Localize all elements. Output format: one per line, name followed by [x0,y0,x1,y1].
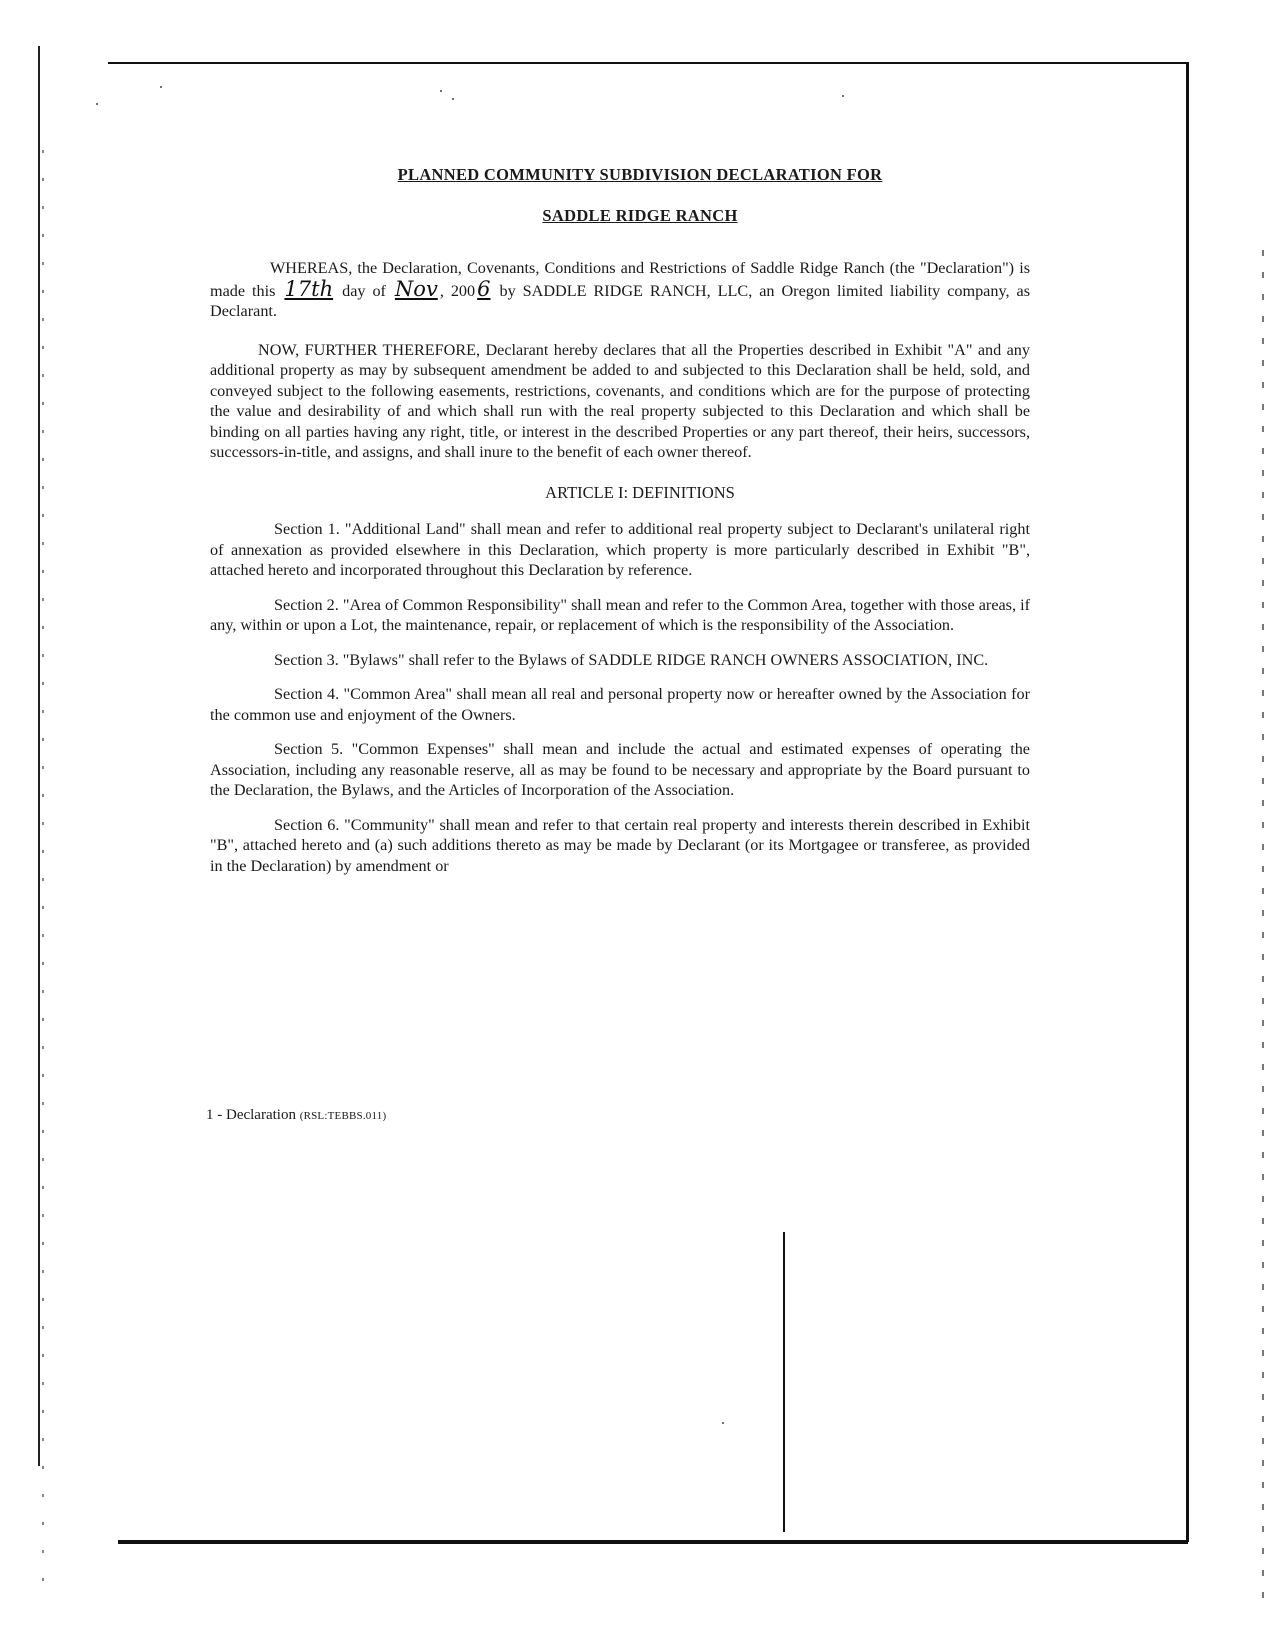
page-footer [206,1107,386,1124]
handwritten-year-digit: 6 [477,276,491,301]
definitions-list [210,519,1030,876]
section-paragraph: Section 6. "Community" shall mean and refer to that certain real property and interests therein described in Exhibit "B", attached hereto and (a) such additions thereto as may be made by Declarant (or its Mortgagee or transferee, as provided in the Declaration) by amendment or [210,815,1030,875]
section-paragraph: Section 4. "Common Area" shall mean all real and personal property now or hereafter owned by the Association for the common use and enjoyment of the Owners. [210,685,1030,724]
now-further-paragraph: NOW, FURTHER THEREFORE, Declarant hereby declares that all the Properties described in Exhibit "A" and any additional property as may by subsequent amendment be added to and subjected to this Declaration shall be held, sold, and conveyed subject to the following easements, restrictions, covenants, and conditions which are for the purpose of protecting the value and desirability of and which shall run with the real property subjected to this Declaration and which shall be binding on all parties having any right, title, or interest in the described Properties or any part thereof, their heirs, successors, successors-in-title, and assigns, and shall inure to the benefit of each owner thereof. [210,340,1030,461]
document-body [210,165,1030,876]
scan-speck [160,86,162,88]
document-title: PLANNED COMMUNITY SUBDIVISION DECLARATION FOR [397,165,883,184]
page-border-bottom [118,1540,1188,1544]
section-paragraph: Section 5. "Common Expenses" shall mean and include the actual and estimated expenses of operating the Association, including any reasonable reserve, all as may be found to be necessary and appropriate by the Board pursuant to the Declaration, the Bylaws, and the Articles of Incorporation of the Association. [210,740,1030,799]
section-paragraph: Section 1. "Additional Land" shall mean and refer to additional real property subject to Declarant's unilateral right of annexation as provided elsewhere in this Declaration, which property is more particularly described in Exhibit "B", attached hereto and incorporated throughout this Declaration by reference. [210,520,1030,579]
whereas-paragraph [210,258,1030,322]
footer-label: 1 - Declaration [206,1107,296,1123]
page-border-right [1186,62,1189,1542]
handwritten-month: Nov [394,276,438,301]
section-paragraph: Section 2. "Area of Common Responsibility" shall mean and refer to the Common Area, together with those areas, if any, within or upon a Lot, the maintenance, repair, or replacement of which is the responsibility of the Association. [210,595,1030,634]
scan-speck [452,98,454,100]
whereas-text-start: WHEREAS, the Declaration, Covenants, Conditions and Restrictions of Saddle Ridge Ranch (the "Declaration") is made this [210,259,1030,300]
left-edge-scan-marks [42,150,44,1600]
article-heading: ARTICLE I: DEFINITIONS [545,482,735,502]
handwritten-day: 17th [284,276,334,301]
scan-speck [440,90,442,92]
right-edge-scan-marks [1262,250,1264,1600]
inner-vertical-line [783,1232,785,1532]
left-margin-line [38,46,40,1466]
document-subtitle: SADDLE RIDGE RANCH [542,205,738,225]
footer-code: (RSL:TEBBS.011) [299,1110,387,1122]
scan-speck [842,95,844,97]
whereas-text-end: by SADDLE RIDGE RANCH, LLC, an Oregon limited liability company, as Declarant. [210,281,1030,320]
whereas-year-prefix: , 200 [439,281,476,300]
whereas-day-of: day of [342,281,386,300]
section-paragraph: Section 3. "Bylaws" shall refer to the Bylaws of SADDLE RIDGE RANCH OWNERS ASSOCIATION, INC. [274,650,989,669]
scan-speck [96,103,98,105]
page-border-top [108,62,1188,64]
scan-speck [722,1422,724,1424]
